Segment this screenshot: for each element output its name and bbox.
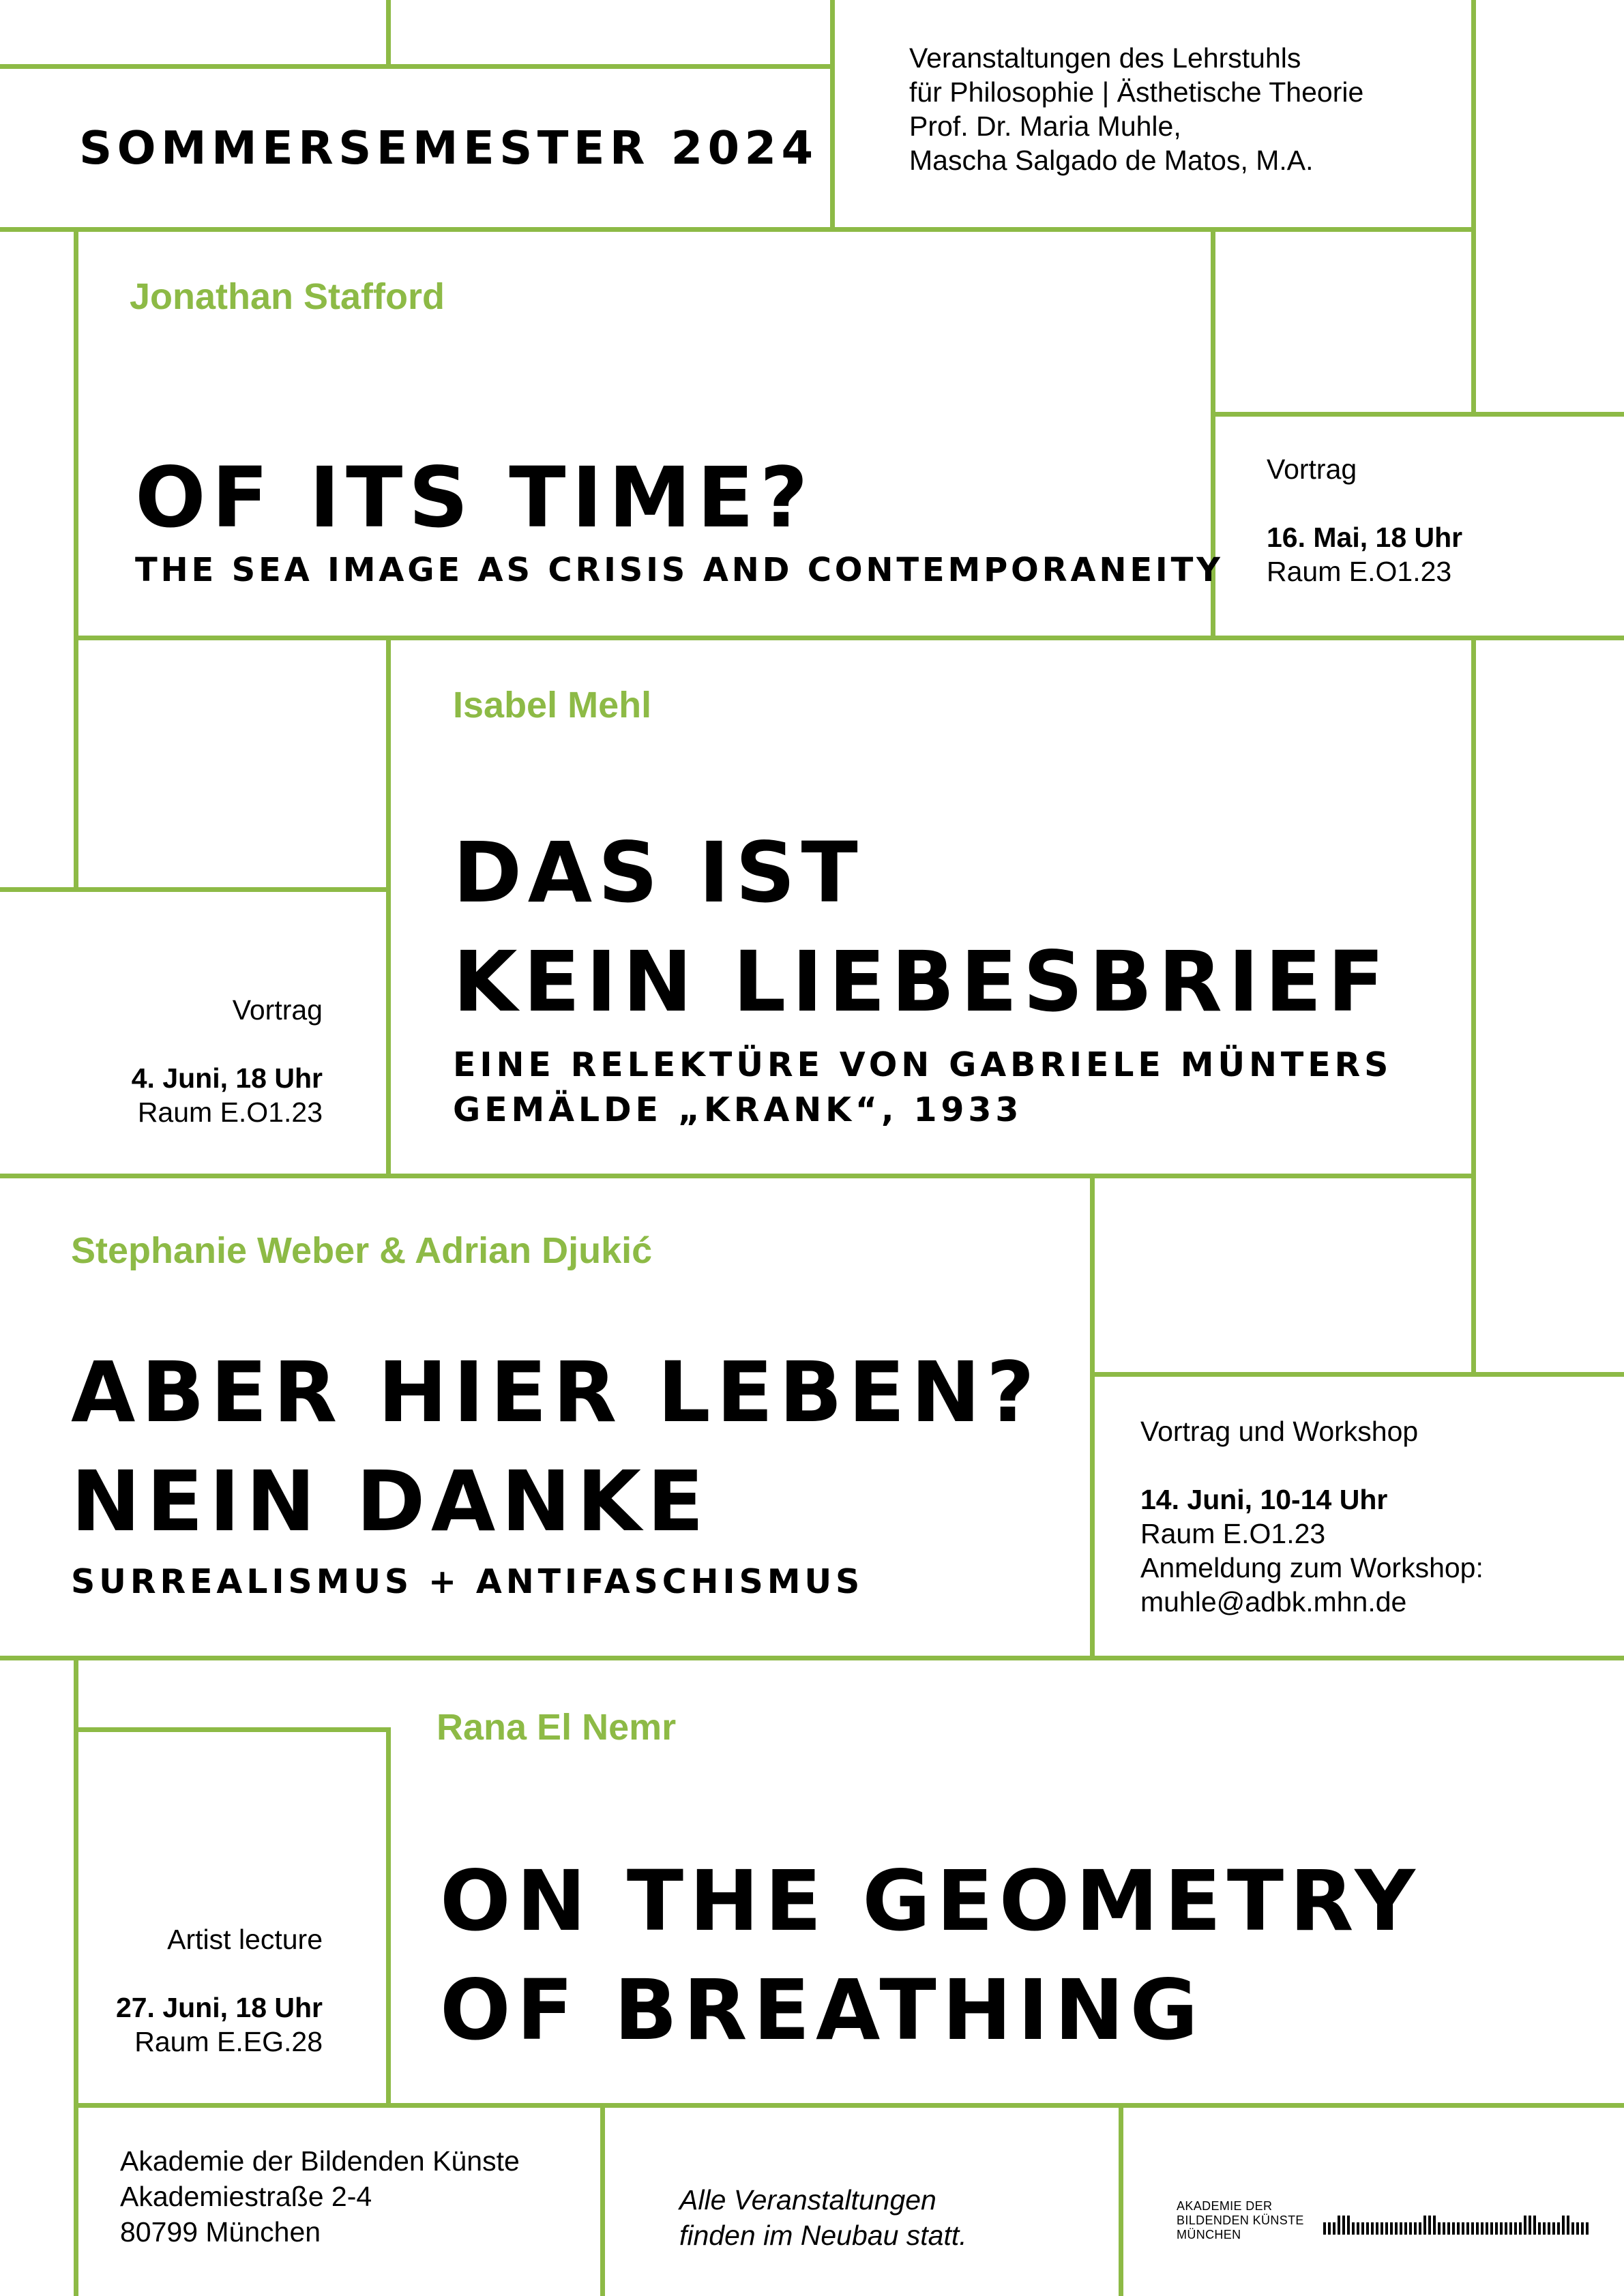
speaker-name: Stephanie Weber & Adrian Djukić — [71, 1230, 653, 1271]
event-title — [71, 1338, 1040, 1556]
logo-line: BILDENDEN KÜNSTE — [1177, 2213, 1304, 2227]
event-subtitle-line: THE SEA IMAGE AS CRISIS AND CONTEMPORANEITY — [135, 551, 1224, 589]
grid-line — [1471, 636, 1476, 1377]
organizer-info — [909, 41, 1363, 177]
organizer-line: Veranstaltungen des Lehrstuhls — [909, 42, 1301, 74]
logo-line: AKADEMIE DER — [1177, 2199, 1273, 2213]
event-title — [135, 443, 814, 552]
grid-line — [1119, 2103, 1123, 2296]
grid-line — [1090, 1174, 1095, 1660]
event-room: Raum E.O1.23 — [1140, 1518, 1326, 1549]
event-title-line: ON THE GEOMETRY — [440, 1853, 1421, 1950]
event-title-line: DAS IST — [453, 824, 864, 921]
organizer-line: für Philosophie | Ästhetische Theorie — [909, 76, 1364, 108]
note-line: finden im Neubau statt. — [679, 2220, 967, 2251]
grid-line — [0, 227, 1476, 232]
registration-email: muhle@adbk.mhn.de — [1140, 1586, 1407, 1617]
grid-line — [74, 2103, 1624, 2108]
event-date: 16. Mai, 18 Uhr — [1267, 522, 1463, 553]
event-title-line: ABER HIER LEBEN? — [71, 1344, 1041, 1441]
grid-line — [74, 227, 78, 892]
academy-logo — [1177, 2199, 1304, 2242]
grid-line — [830, 0, 835, 232]
event-subtitle-line: EINE RELEKTÜRE VON GABRIELE MÜNTERS — [453, 1045, 1393, 1084]
workshop-registration: Anmeldung zum Workshop: — [1140, 1552, 1483, 1583]
speaker-name: Rana El Nemr — [437, 1707, 677, 1748]
event-title-line: NEIN DANKE — [71, 1453, 710, 1550]
grid-line — [0, 1656, 1624, 1660]
speaker-name: Isabel Mehl — [453, 685, 652, 726]
address-line: 80799 München — [120, 2216, 321, 2248]
event-subtitle — [453, 1043, 1392, 1133]
event-type: Vortrag — [1267, 453, 1357, 485]
logo-barcode-icon — [1323, 2207, 1596, 2241]
grid-line — [74, 636, 1624, 640]
semester-heading: SOMMERSEMESTER 2024 — [79, 121, 818, 175]
event-subtitle-line: SURREALISMUS + ANTIFASCHISMUS — [71, 1562, 864, 1601]
event-title — [453, 818, 1390, 1037]
grid-line — [386, 636, 391, 1178]
event-subtitle — [135, 548, 1224, 593]
event-date: 14. Juni, 10-14 Uhr — [1140, 1484, 1388, 1515]
event-title — [440, 1847, 1421, 2065]
logo-line: MÜNCHEN — [1177, 2228, 1241, 2241]
event-date: 27. Juni, 18 Uhr — [115, 1992, 323, 2023]
event-details — [132, 993, 323, 1129]
event-title-line: KEIN LIEBESBRIEF — [453, 934, 1391, 1030]
grid-line — [600, 2103, 605, 2296]
grid-line — [0, 1174, 1476, 1178]
grid-line — [1090, 1372, 1624, 1377]
address-line: Akademiestraße 2-4 — [120, 2181, 372, 2212]
event-room: Raum E.O1.23 — [1267, 556, 1452, 587]
organizer-line: Mascha Salgado de Matos, M.A. — [909, 145, 1314, 176]
note-line: Alle Veranstaltungen — [679, 2184, 936, 2216]
organizer-line: Prof. Dr. Maria Muhle, — [909, 110, 1181, 142]
grid-line — [1211, 412, 1624, 417]
event-details — [1267, 452, 1462, 588]
event-type: Vortrag und Workshop — [1140, 1416, 1419, 1447]
speaker-name: Jonathan Stafford — [130, 276, 445, 317]
event-details — [116, 1922, 323, 2059]
event-title-line: OF ITS TIME? — [135, 449, 814, 546]
grid-line — [74, 1656, 78, 2296]
event-date: 4. Juni, 18 Uhr — [131, 1062, 323, 1094]
grid-line — [74, 1727, 391, 1732]
grid-line — [386, 0, 391, 66]
event-details — [1140, 1414, 1483, 1619]
event-title-line: OF BREATHING — [440, 1962, 1205, 2059]
address-line: Akademie der Bildenden Künste — [120, 2145, 520, 2177]
event-room: Raum E.O1.23 — [137, 1097, 323, 1128]
grid-line — [0, 887, 390, 892]
event-type: Vortrag — [232, 994, 323, 1026]
event-room: Raum E.EG.28 — [134, 2026, 323, 2057]
grid-line — [386, 1727, 391, 2108]
grid-line — [0, 64, 835, 69]
event-subtitle-line: GEMÄLDE „KRANK“, 1933 — [453, 1090, 1023, 1129]
event-subtitle — [71, 1560, 863, 1605]
event-type: Artist lecture — [167, 1924, 323, 1955]
grid-line — [1471, 0, 1476, 417]
venue-address — [120, 2143, 520, 2250]
venue-note — [679, 2182, 967, 2253]
